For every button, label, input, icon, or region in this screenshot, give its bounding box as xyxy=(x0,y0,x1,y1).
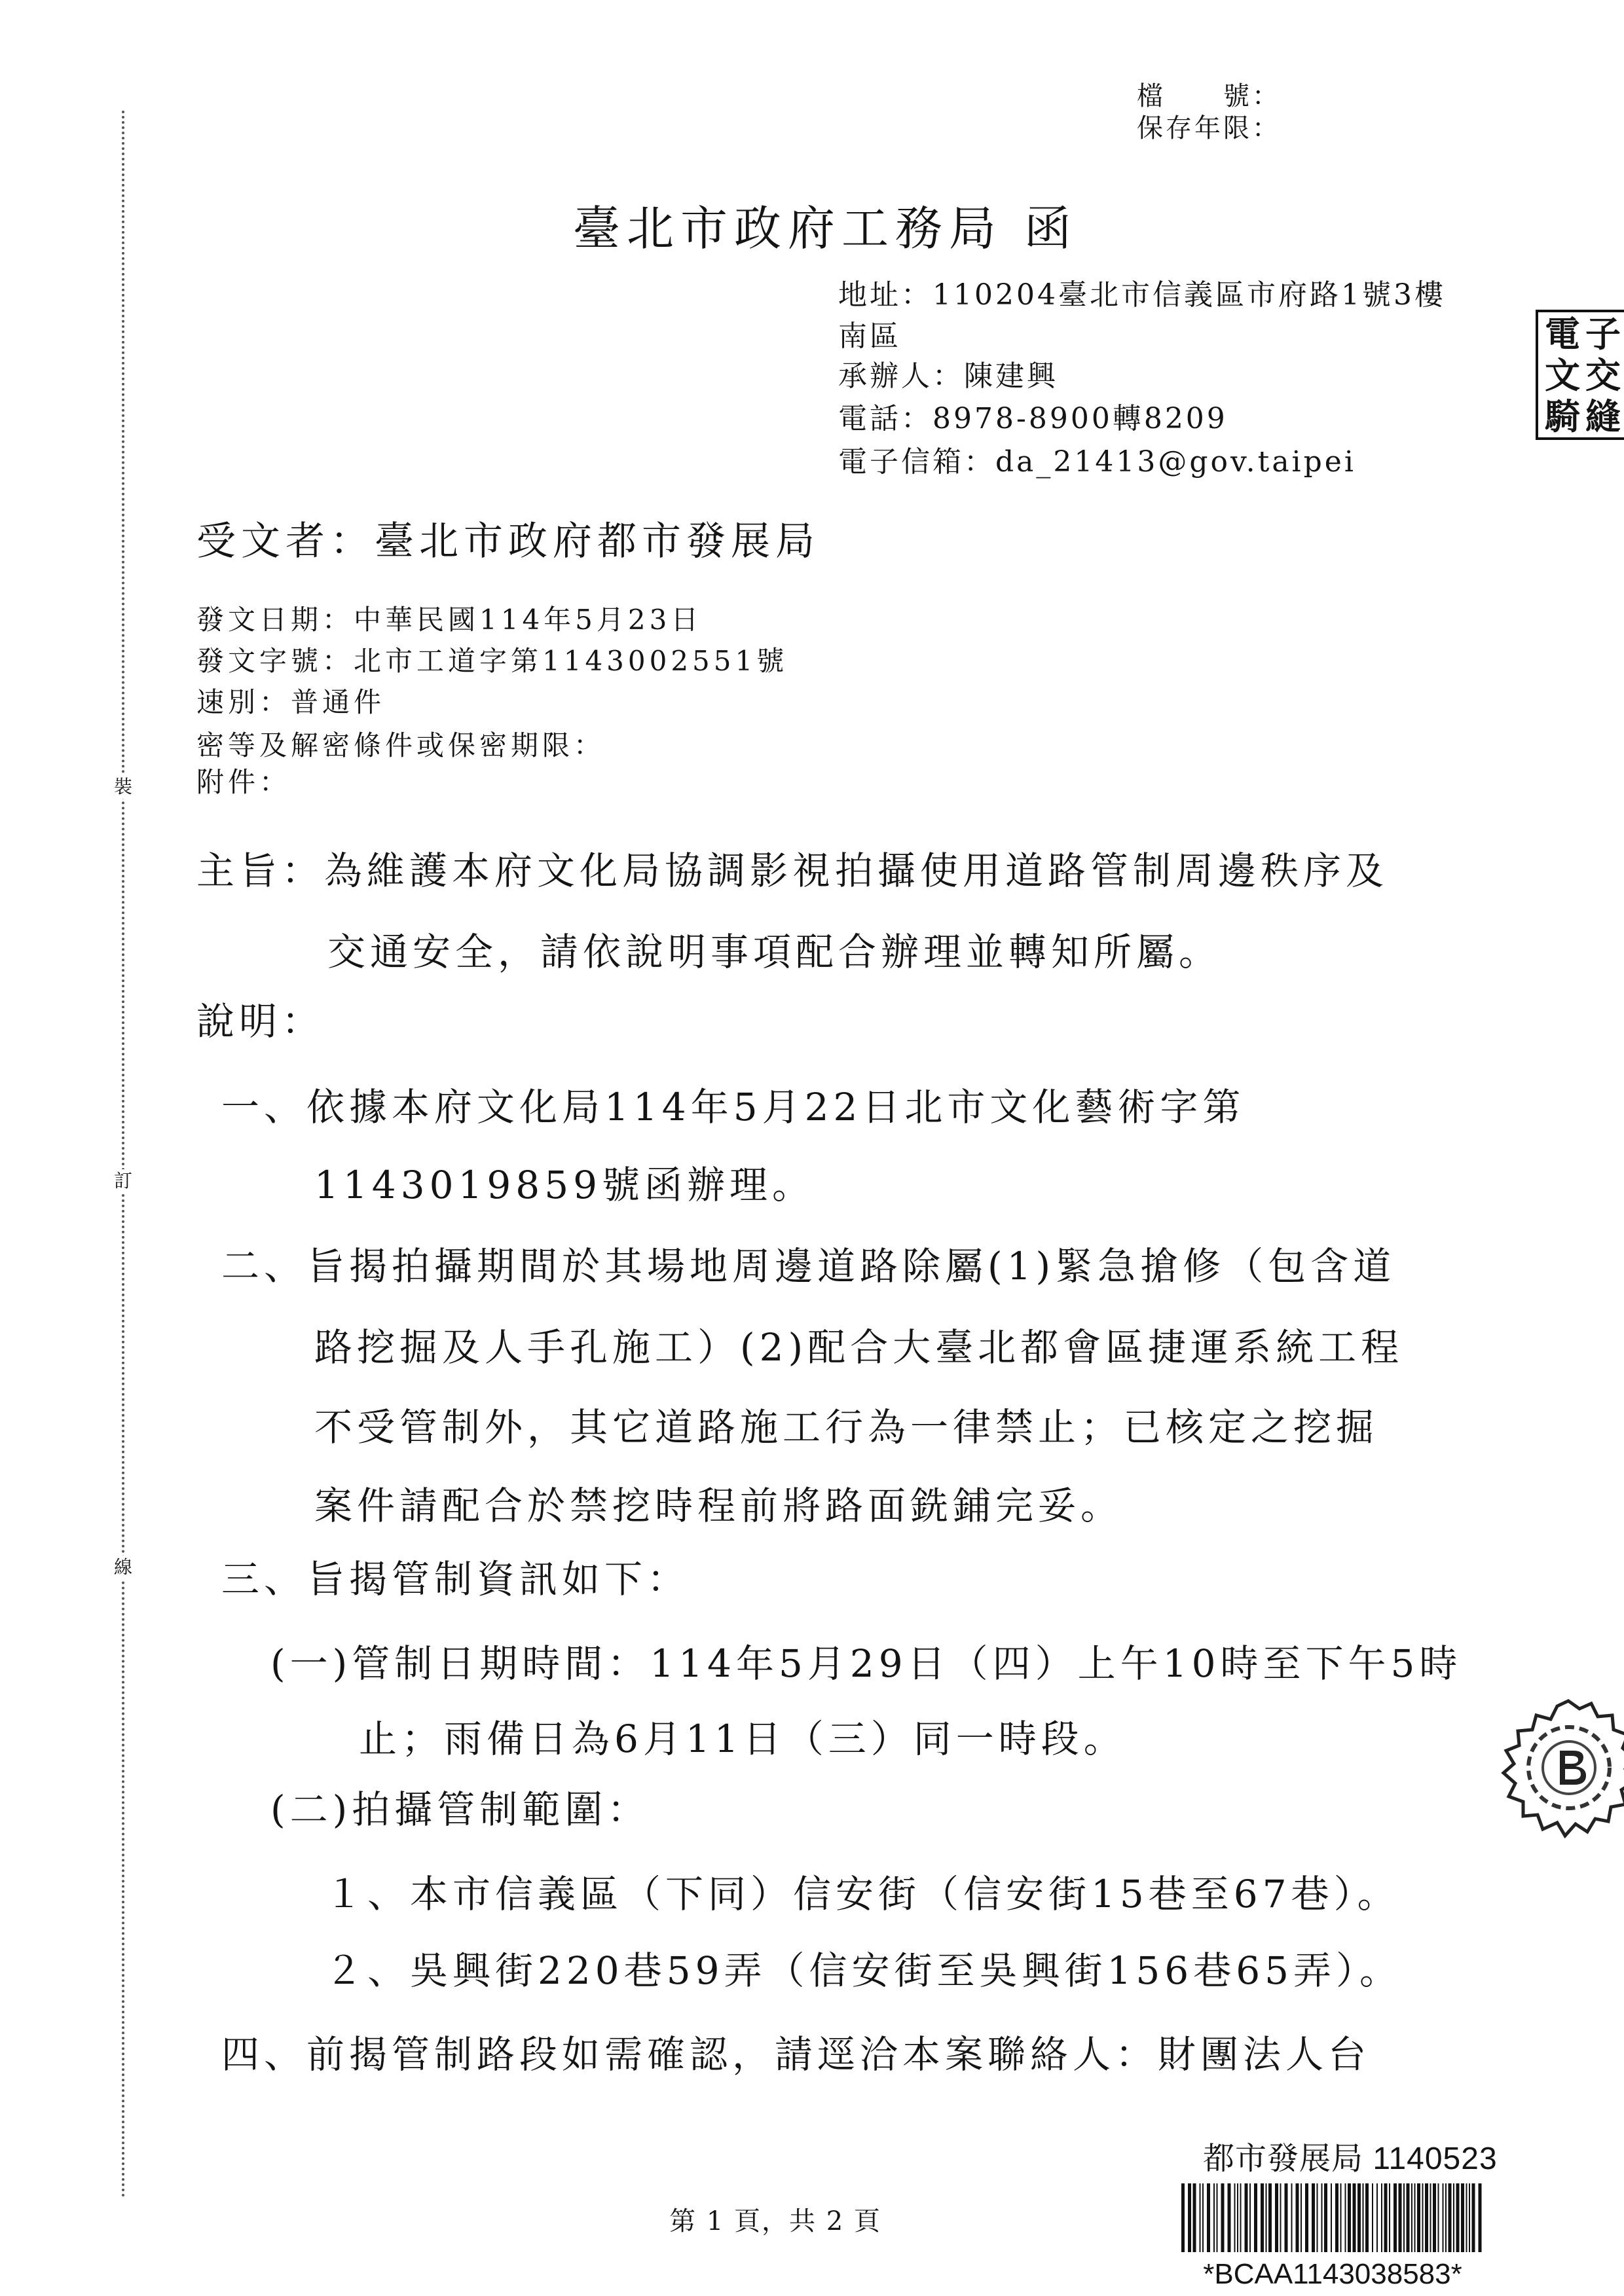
item-1-line-2: 1143019859號函辦理。 xyxy=(314,1163,815,1207)
barcode-bar xyxy=(1228,2183,1231,2252)
subject-line-2: 交通安全，請依說明事項配合辦理並轉知所屬。 xyxy=(327,930,1222,974)
sender-address-continued: 南區 xyxy=(838,319,901,353)
item-2-line-2: 路挖掘及人手孔施工）(2)配合大臺北都會區捷運系統工程 xyxy=(314,1325,1404,1370)
e-document-seal xyxy=(1536,310,1624,444)
barcode-bar xyxy=(1372,2183,1373,2252)
barcode-bar xyxy=(1381,2183,1382,2252)
barcode-bar xyxy=(1317,2183,1318,2252)
barcode-bar xyxy=(1217,2183,1218,2252)
e-seal-char: 子 xyxy=(1585,313,1621,355)
retention-period-label: 保存年限： xyxy=(1137,113,1281,143)
barcode-bar xyxy=(1425,2183,1428,2252)
barcode-bar xyxy=(1456,2183,1460,2252)
barcode-bar xyxy=(1345,2183,1346,2252)
barcode xyxy=(1181,2183,1484,2252)
barcode-bar xyxy=(1275,2183,1278,2252)
barcode-bar xyxy=(1430,2183,1431,2252)
barcode-bar xyxy=(1363,2183,1364,2252)
recipient: 受文者：臺北市政府都市發展局 xyxy=(196,519,820,564)
item-3-sub-2-point-1: １、本市信義區（下同）信安街（信安街15巷至67巷）。 xyxy=(325,1872,1400,1916)
subject-line-1: 主旨：為維護本府文化局協調影視拍攝使用道路管制周邊秩序及 xyxy=(196,848,1389,893)
barcode-bar xyxy=(1200,2183,1201,2252)
item-3-sub-2-line-1: (二)拍攝管制範圍： xyxy=(270,1787,650,1832)
barcode-bar xyxy=(1335,2183,1338,2252)
item-2-line-4: 案件請配合於禁挖時程前將路面銑鋪完妥。 xyxy=(314,1484,1124,1528)
barcode-bar xyxy=(1312,2183,1315,2252)
e-seal-char: 交 xyxy=(1585,354,1621,396)
item-3-line-1: 三、旨揭管制資訊如下： xyxy=(221,1557,690,1601)
barcode-bar xyxy=(1266,2183,1267,2252)
barcode-bar xyxy=(1181,2183,1185,2252)
item-1-line-1: 一、依據本府文化局114年5月22日北市文化藝術字第 xyxy=(221,1085,1246,1129)
round-seal-stamp xyxy=(1500,1696,1624,1848)
e-seal-char: 電 xyxy=(1545,313,1580,355)
barcode-bar xyxy=(1305,2183,1308,2252)
barcode-bar xyxy=(1245,2183,1248,2252)
barcode-bar xyxy=(1207,2183,1210,2252)
barcode-bar xyxy=(1438,2183,1439,2252)
barcode-bar xyxy=(1291,2183,1293,2252)
barcode-bar xyxy=(1403,2183,1405,2252)
barcode-bar xyxy=(1466,2183,1467,2252)
item-2-line-1: 二、旨揭拍攝期間於其場地周邊道路除屬(1)緊急搶修（包含道 xyxy=(221,1244,1396,1288)
attachments: 附件： xyxy=(196,766,291,798)
barcode-bar xyxy=(1453,2183,1454,2252)
barcode-bar xyxy=(1472,2183,1475,2252)
barcode-bar xyxy=(1469,2183,1470,2252)
barcode-bar xyxy=(1296,2183,1299,2252)
barcode-bar xyxy=(1365,2183,1369,2252)
item-3-sub-1-line-2: 止；雨備日為6月11日（三）同一時段。 xyxy=(359,1717,1126,1761)
sender-address: 地址：110204臺北市信義區市府路1號3樓 xyxy=(838,278,1446,312)
barcode-bar xyxy=(1479,2183,1482,2252)
sender-phone: 電話：8978-8900轉8209 xyxy=(838,402,1228,435)
e-seal-char: 文 xyxy=(1545,354,1580,396)
barcode-bar xyxy=(1324,2183,1327,2252)
barcode-bar xyxy=(1443,2183,1444,2252)
binding-mark-zhuang: 裝 xyxy=(112,775,134,799)
barcode-bar xyxy=(1407,2183,1410,2252)
barcode-bar xyxy=(1348,2183,1351,2252)
barcode-bar xyxy=(1461,2183,1464,2252)
barcode-bar xyxy=(1234,2183,1236,2252)
barcode-bar xyxy=(1285,2183,1288,2252)
barcode-bar xyxy=(1188,2183,1191,2252)
barcode-bar xyxy=(1417,2183,1420,2252)
barcode-bar xyxy=(1340,2183,1342,2252)
barcode-bar xyxy=(1321,2183,1323,2252)
barcode-bar xyxy=(1393,2183,1397,2252)
barcode-bar xyxy=(1202,2183,1204,2252)
barcode-bar xyxy=(1389,2183,1390,2252)
barcode-bar xyxy=(1449,2183,1452,2252)
barcode-bar xyxy=(1213,2183,1215,2252)
barcode-text: *BCAA1143038583* xyxy=(1203,2258,1462,2290)
reference-number: 發文字號：北市工道字第1143002551號 xyxy=(196,645,788,677)
barcode-bar xyxy=(1445,2183,1447,2252)
page-number: 第 1 頁，共 2 頁 xyxy=(669,2206,881,2236)
barcode-bar xyxy=(1433,2183,1436,2252)
barcode-bar xyxy=(1331,2183,1332,2252)
document-title: 臺北市政府工務局 函 xyxy=(573,201,1078,256)
explanation-label: 說明： xyxy=(196,999,325,1044)
secrecy-level: 密等及解密條件或保密期限： xyxy=(196,729,606,761)
delivery-speed: 速別：普通件 xyxy=(196,686,386,718)
barcode-bar xyxy=(1357,2183,1361,2252)
barcode-bar xyxy=(1384,2183,1388,2252)
barcode-bar xyxy=(1301,2183,1302,2252)
barcode-bar xyxy=(1399,2183,1402,2252)
barcode-bar xyxy=(1268,2183,1272,2252)
issue-date: 發文日期：中華民國114年5月23日 xyxy=(196,604,703,636)
sender-email: 電子信箱：da_21413@gov.taipei xyxy=(838,445,1356,479)
e-seal-char: 騎 xyxy=(1545,395,1580,437)
item-4-line-1: 四、前揭管制路段如需確認，請逕洽本案聯絡人：財團法人台 xyxy=(221,2032,1371,2077)
barcode-bar xyxy=(1280,2183,1282,2252)
barcode-bar xyxy=(1240,2183,1242,2252)
barcode-bar xyxy=(1414,2183,1416,2252)
barcode-bar xyxy=(1254,2183,1257,2252)
item-2-line-3: 不受管制外，其它道路施工行為一律禁止；已核定之挖掘 xyxy=(314,1405,1379,1449)
file-number-label: 檔 號： xyxy=(1137,81,1281,111)
barcode-bar xyxy=(1422,2183,1424,2252)
barcode-bar xyxy=(1193,2183,1196,2252)
barcode-bar xyxy=(1411,2183,1412,2252)
barcode-bar xyxy=(1237,2183,1238,2252)
barcode-bar xyxy=(1221,2183,1225,2252)
e-seal-char: 縫 xyxy=(1585,395,1621,437)
binding-mark-ding: 訂 xyxy=(112,1169,134,1193)
receipt-stamp: 都市發展局 1140523 xyxy=(1203,2141,1498,2176)
barcode-bar xyxy=(1249,2183,1251,2252)
barcode-bar xyxy=(1376,2183,1378,2252)
binding-dotted-line xyxy=(122,111,124,2199)
barcode-bar xyxy=(1353,2183,1356,2252)
binding-mark-xian: 線 xyxy=(112,1556,134,1579)
item-3-sub-1-line-1: (一)管制日期時間：114年5月29日（四）上午10時至下午5時 xyxy=(270,1641,1462,1686)
sender-handler: 承辦人：陳建興 xyxy=(838,359,1058,393)
item-3-sub-2-point-2: ２、吳興街220巷59弄（信安街至吳興街156巷65弄）。 xyxy=(325,1948,1403,1993)
barcode-bar xyxy=(1261,2183,1264,2252)
